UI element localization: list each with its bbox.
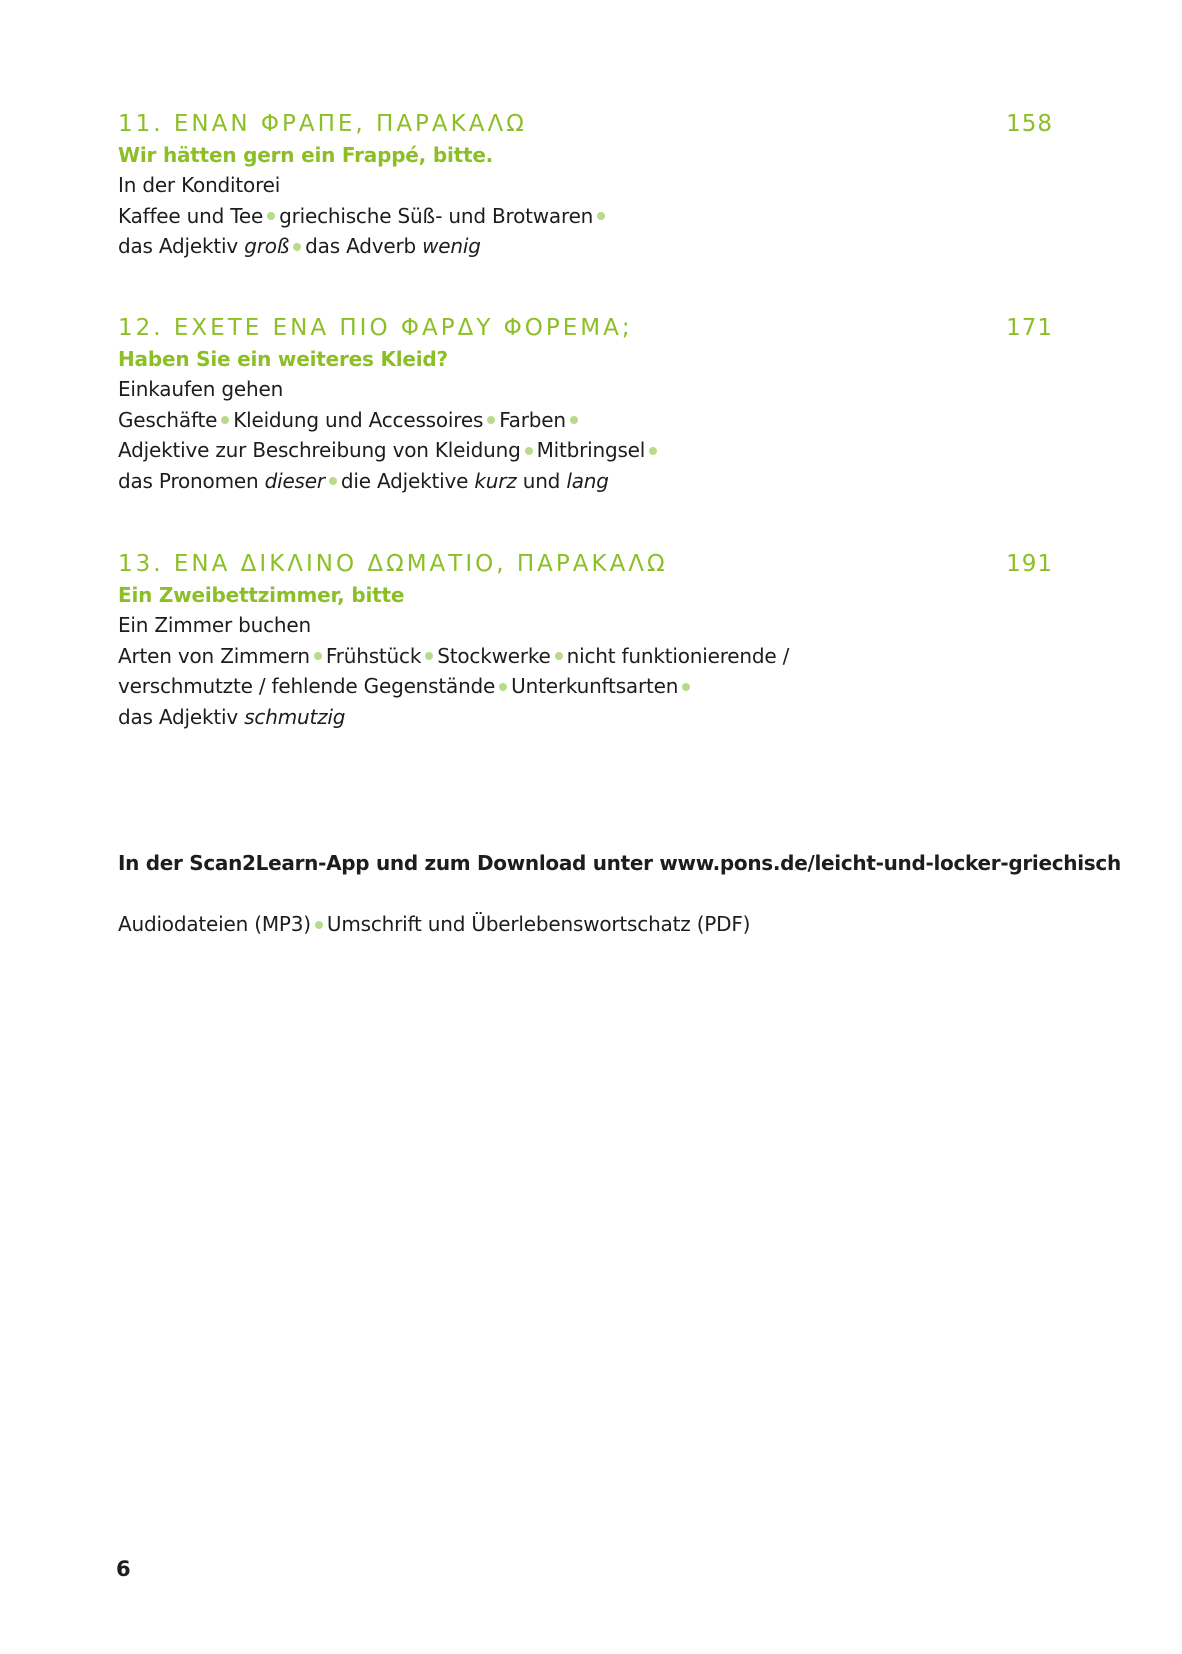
topic-item: Arten von Zimmern: [118, 643, 310, 668]
chapter-heading: [118, 548, 1053, 580]
topic-item-italic: lang: [566, 468, 609, 493]
download-item: Audiodateien (MP3): [118, 912, 311, 936]
topic-item: nicht funktionierende /: [566, 643, 790, 668]
bullet-dot: [525, 447, 533, 455]
bullet-dot: [425, 652, 433, 660]
chapter-title: 13. ΕΝΑ ΔΙΚΛΙΝΟ ΔΩΜΑΤΙΟ, ΠΑΡΑΚΑΛΩ: [118, 551, 668, 577]
topic-item-italic: kurz: [474, 468, 517, 493]
topic-item: das Pronomen: [118, 468, 265, 493]
bullet-dot: [570, 416, 578, 424]
chapter-title: 11. ΕΝΑΝ ΦΡΑΠΕ, ΠΑΡΑΚΑΛΩ: [118, 111, 527, 137]
topic-item: Mitbringsel: [536, 438, 646, 462]
bullet-dot: [329, 477, 337, 485]
topic-item: Frühstück: [325, 643, 422, 668]
chapter-11: [118, 108, 1053, 262]
topic-item-italic: dieser: [264, 468, 325, 493]
topic-item: Unterkunftsarten: [511, 674, 679, 698]
topic-item: und: [516, 468, 567, 493]
chapter-heading: [118, 312, 1053, 344]
chapter-page: 191: [1006, 551, 1053, 577]
chapter-subtitle: Wir hätten gern ein Frappé, bitte.: [118, 143, 494, 167]
topic-item: die Adjektive: [340, 468, 475, 493]
bullet-dot: [682, 683, 690, 691]
topic-item: verschmutzte / fehlende Gegenstände: [118, 674, 496, 698]
chapter-12: [118, 312, 1053, 496]
bullet-dot: [267, 212, 275, 220]
chapter-line: [118, 201, 1053, 232]
download-item: Umschrift und Überlebenswortschatz (PDF): [326, 912, 751, 936]
chapter-subtitle: Ein Zweibettzimmer, bitte: [118, 583, 405, 607]
chapter-subtitle: Haben Sie ein weiteres Kleid?: [118, 347, 448, 371]
topic-item: Geschäfte: [118, 407, 218, 432]
topic-item: Kaffee und Tee: [118, 203, 264, 228]
chapter-topic: Ein Zimmer buchen: [118, 613, 311, 637]
chapter-line: [118, 641, 1053, 672]
page-number: 6: [116, 1557, 131, 1581]
topic-item: das Adjektiv: [118, 234, 245, 258]
chapter-title: 12. ΕΧΕΤΕ ΕΝΑ ΠΙΟ ΦΑΡΔΥ ΦΟΡΕΜΑ;: [118, 315, 633, 341]
chapter-page: 158: [1006, 111, 1053, 137]
chapter-topic: Einkaufen gehen: [118, 377, 284, 401]
chapter-line: [118, 435, 1053, 466]
chapter-line: [118, 466, 1053, 497]
chapter-line: [118, 702, 1053, 733]
download-items: [118, 909, 750, 939]
chapter-line: [118, 231, 1053, 262]
topic-item: das Adverb: [305, 234, 423, 258]
bullet-dot: [293, 243, 301, 251]
bullet-dot: [315, 921, 323, 929]
chapter-heading: [118, 108, 1053, 140]
bullet-dot: [499, 683, 507, 691]
chapter-13: [118, 548, 1053, 732]
chapter-page: 171: [1006, 315, 1053, 341]
bullet-dot: [597, 212, 605, 220]
topic-item: das Adjektiv: [118, 704, 245, 729]
topic-item: Kleidung und Accessoires: [233, 407, 484, 432]
topic-item: griechische Süß- und Brotwaren: [279, 203, 594, 228]
topic-item: Stockwerke: [437, 643, 551, 668]
topic-item-italic: schmutzig: [244, 704, 346, 729]
chapter-topic: In der Konditorei: [118, 173, 281, 197]
chapter-line: [118, 671, 1053, 702]
bullet-dot: [487, 416, 495, 424]
topic-item: Adjektive zur Beschreibung von Kleidung: [118, 438, 521, 462]
bullet-dot: [649, 447, 657, 455]
bullet-dot: [555, 652, 563, 660]
bullet-dot: [221, 416, 229, 424]
topic-item: Farben: [499, 407, 566, 432]
download-title: In der Scan2Learn-App und zum Download unter www.pons.de/leicht-und-locker-griechisch: [118, 851, 1121, 875]
topic-item-italic: wenig: [422, 234, 481, 258]
chapter-line: [118, 405, 1053, 436]
bullet-dot: [314, 652, 322, 660]
topic-item-italic: groß: [244, 234, 290, 258]
